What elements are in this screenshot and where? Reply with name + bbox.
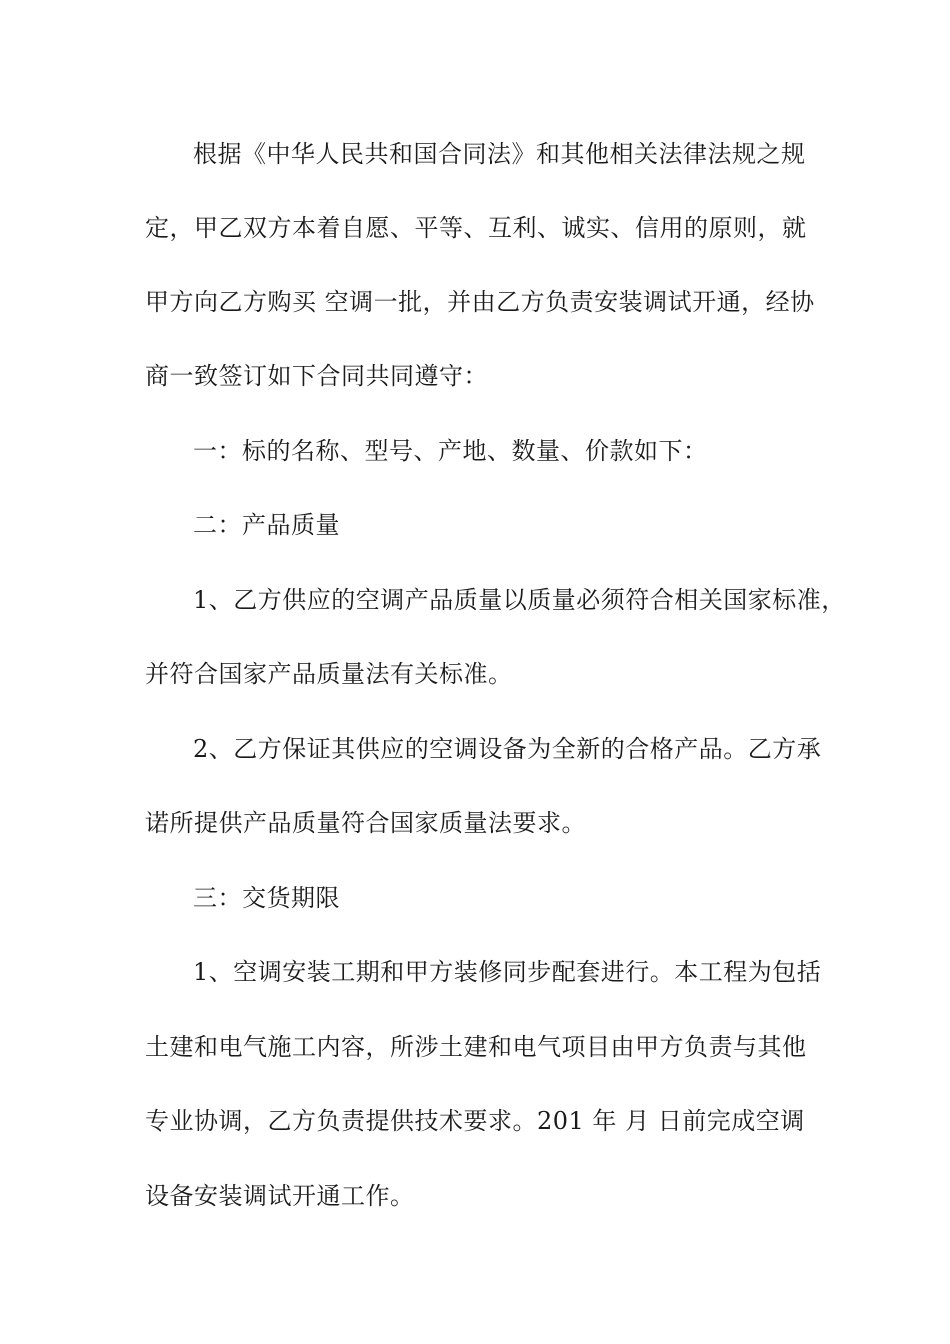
section-heading: 三：交货期限 xyxy=(193,884,340,912)
text-line: 甲方向乙方购买 空调一批，并由乙方负责安装调试开通，经协 xyxy=(145,288,815,316)
text-line: 专业协调，乙方负责提供技术要求。201 年 月 日前完成空调 xyxy=(145,1107,805,1135)
text-line: 诺所提供产品质量符合国家质量法要求。 xyxy=(145,809,586,837)
section-heading: 二：产品质量 xyxy=(193,511,340,539)
text-line: 1、乙方供应的空调产品质量以质量必须符合相关国家标准， xyxy=(193,586,846,614)
section-heading: 一：标的名称、型号、产地、数量、价款如下： xyxy=(193,437,708,465)
text-line: 并符合国家产品质量法有关标准。 xyxy=(145,660,513,688)
text-line: 商一致签订如下合同共同遵守： xyxy=(145,362,488,390)
text-line: 根据《中华人民共和国合同法》和其他相关法律法规之规 xyxy=(193,140,806,168)
text-line: 定，甲乙双方本着自愿、平等、互利、诚实、信用的原则，就 xyxy=(145,214,807,242)
text-line: 1、空调安装工期和甲方装修同步配套进行。本工程为包括 xyxy=(193,958,822,986)
text-line: 2、乙方保证其供应的空调设备为全新的合格产品。乙方承 xyxy=(193,735,822,763)
text-line: 土建和电气施工内容，所涉土建和电气项目由甲方负责与其他 xyxy=(145,1033,807,1061)
text-line: 设备安装调试开通工作。 xyxy=(145,1182,415,1210)
